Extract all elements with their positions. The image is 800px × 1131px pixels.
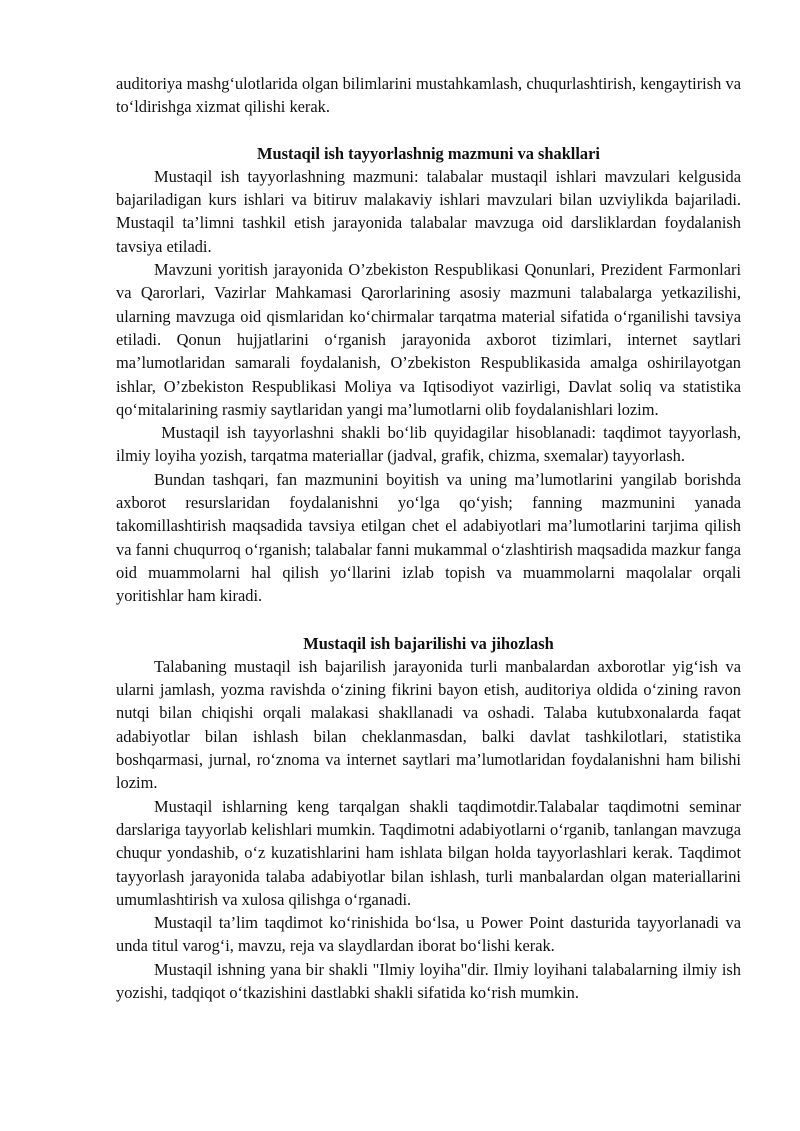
body-paragraph: Bundan tashqari, fan mazmunini boyitish va uning ma’lumotlarini yangilab borishda axborot resurslaridan foydalanishni yo‘lga qo‘yish; fanning mazmunini yanada takomillashtirish maqsadida tavsiya etilgan chet el adabiyotlari ma’lumotlarini tarjima qilish va fanni chuqurroq o‘rganish; talabalar fanni mukammal o‘zlashtirish maqsadida mazkur fanga oid muammolarni hal qilish yo‘llarini izlab topish va muammolarni maqolalar orqali yoritishlar ham kiradi. — [116, 469, 741, 606]
body-paragraph: Talabaning mustaqil ish bajarilish jarayonida turli manbalardan axborotlar yig‘ish va ularni jamlash, yozma ravishda o‘zining fikrini bayon etish, auditoriya oldida o‘zining ravon nutqi bilan chiqishi orqali malakasi shakllanadi va oshadi. Talaba kutubxonalarda faqat adabiyotlar bilan ishlash bilan cheklanmasdan, balki davlat tashkilotlari, statistika boshqarmasi, jurnal, ro‘znoma va internet saytlari ma’lumotlaridan foydalanishni ham bilishi lozim. — [116, 656, 741, 793]
body-paragraph: Mustaqil ishning yana bir shakli "Ilmiy loyiha"dir. Ilmiy loyihani talabalarning ilmiy ish yozishi, tadqiqot o‘tkazishini dastlabki shakli sifatida ko‘rish mumkin. — [116, 959, 741, 1002]
section-heading-execution: Mustaqil ish bajarilishi va jihozlash — [303, 633, 554, 653]
document-page — [116, 72, 746, 1004]
body-paragraph: Mustaqil ishlarning keng tarqalgan shakli taqdimotdir.Talabalar taqdimotni seminar darslariga tayyorlab kelishlari mumkin. Taqdimotni adabiyotlarni o‘rganib, tanlangan mavzuga chuqur yondashib, o‘z kuzatishlarini ham ishlata bilgan holda tayyorlashlari kerak. Taqdimot tayyorlash jarayonida talaba adabiyotlar bilan ishlash, turli manbalardan olgan materiallarini umumlashtirish va xulosa qilishga o‘rganadi. — [116, 796, 741, 909]
body-paragraph: Mustaqil ish tayyorlashning mazmuni: talabalar mustaqil ishlari mavzulari kelgusida bajariladigan kurs ishlari va bitiruv malakaviy ishlari mavzulari bilan uzviylikda bajariladi. Mustaqil ta’limni tashkil etish jarayonida talabalar mavzuga oid darsliklardan foydalanish tavsiya etiladi. — [116, 166, 741, 256]
body-paragraph: Mustaqil ish tayyorlashni shakli bo‘lib quyidagilar hisoblanadi: taqdimot tayyorlash, ilmiy loyiha yozish, tarqatma materiallar (jadval, grafik, chizma, sxemalar) tayyorlash. — [116, 423, 746, 466]
section-heading-content: Mustaqil ish tayyorlashnig mazmuni va shakllari — [257, 143, 600, 163]
intro-paragraph: auditoriya mashg‘ulotlarida olgan bilimlarini mustahkamlash, chuqurlashtirish, kengaytirish va to‘ldirishga xizmat qilishi kerak. — [116, 74, 741, 117]
body-paragraph: Mustaqil ta’lim taqdimot ko‘rinishida bo‘lsa, u Power Point dasturida tayyorlanadi va unda titul varog‘i, mavzu, reja va slaydlardan iborat bo‘lishi kerak. — [116, 913, 741, 956]
body-paragraph: Mavzuni yoritish jarayonida O’zbekiston Respublikasi Qonunlari, Prezident Farmonlari va Qarorlari, Vazirlar Mahkamasi Qarorlarining asosiy mazmuni talabalarga yetkazilishi, ularning mavzuga oid qismlaridan ko‘chirmalar tarqatma material sifatida o‘rganilishi tavsiya etiladi. Qonun hujjatlarini o‘rganish jarayonida axborot tizimlari, internet saytlari ma’lumotlaridan samarali foydalanish, O’zbekiston Respublikasida amalga oshirilayotgan ishlar, O’zbekiston Respublikasi Moliya va Iqtisodiyot vazirligi, Davlat soliq va statistika qo‘mitalarining rasmiy saytlaridan yangi ma’lumotlarni olib foydalanishlari lozim. — [116, 260, 741, 419]
